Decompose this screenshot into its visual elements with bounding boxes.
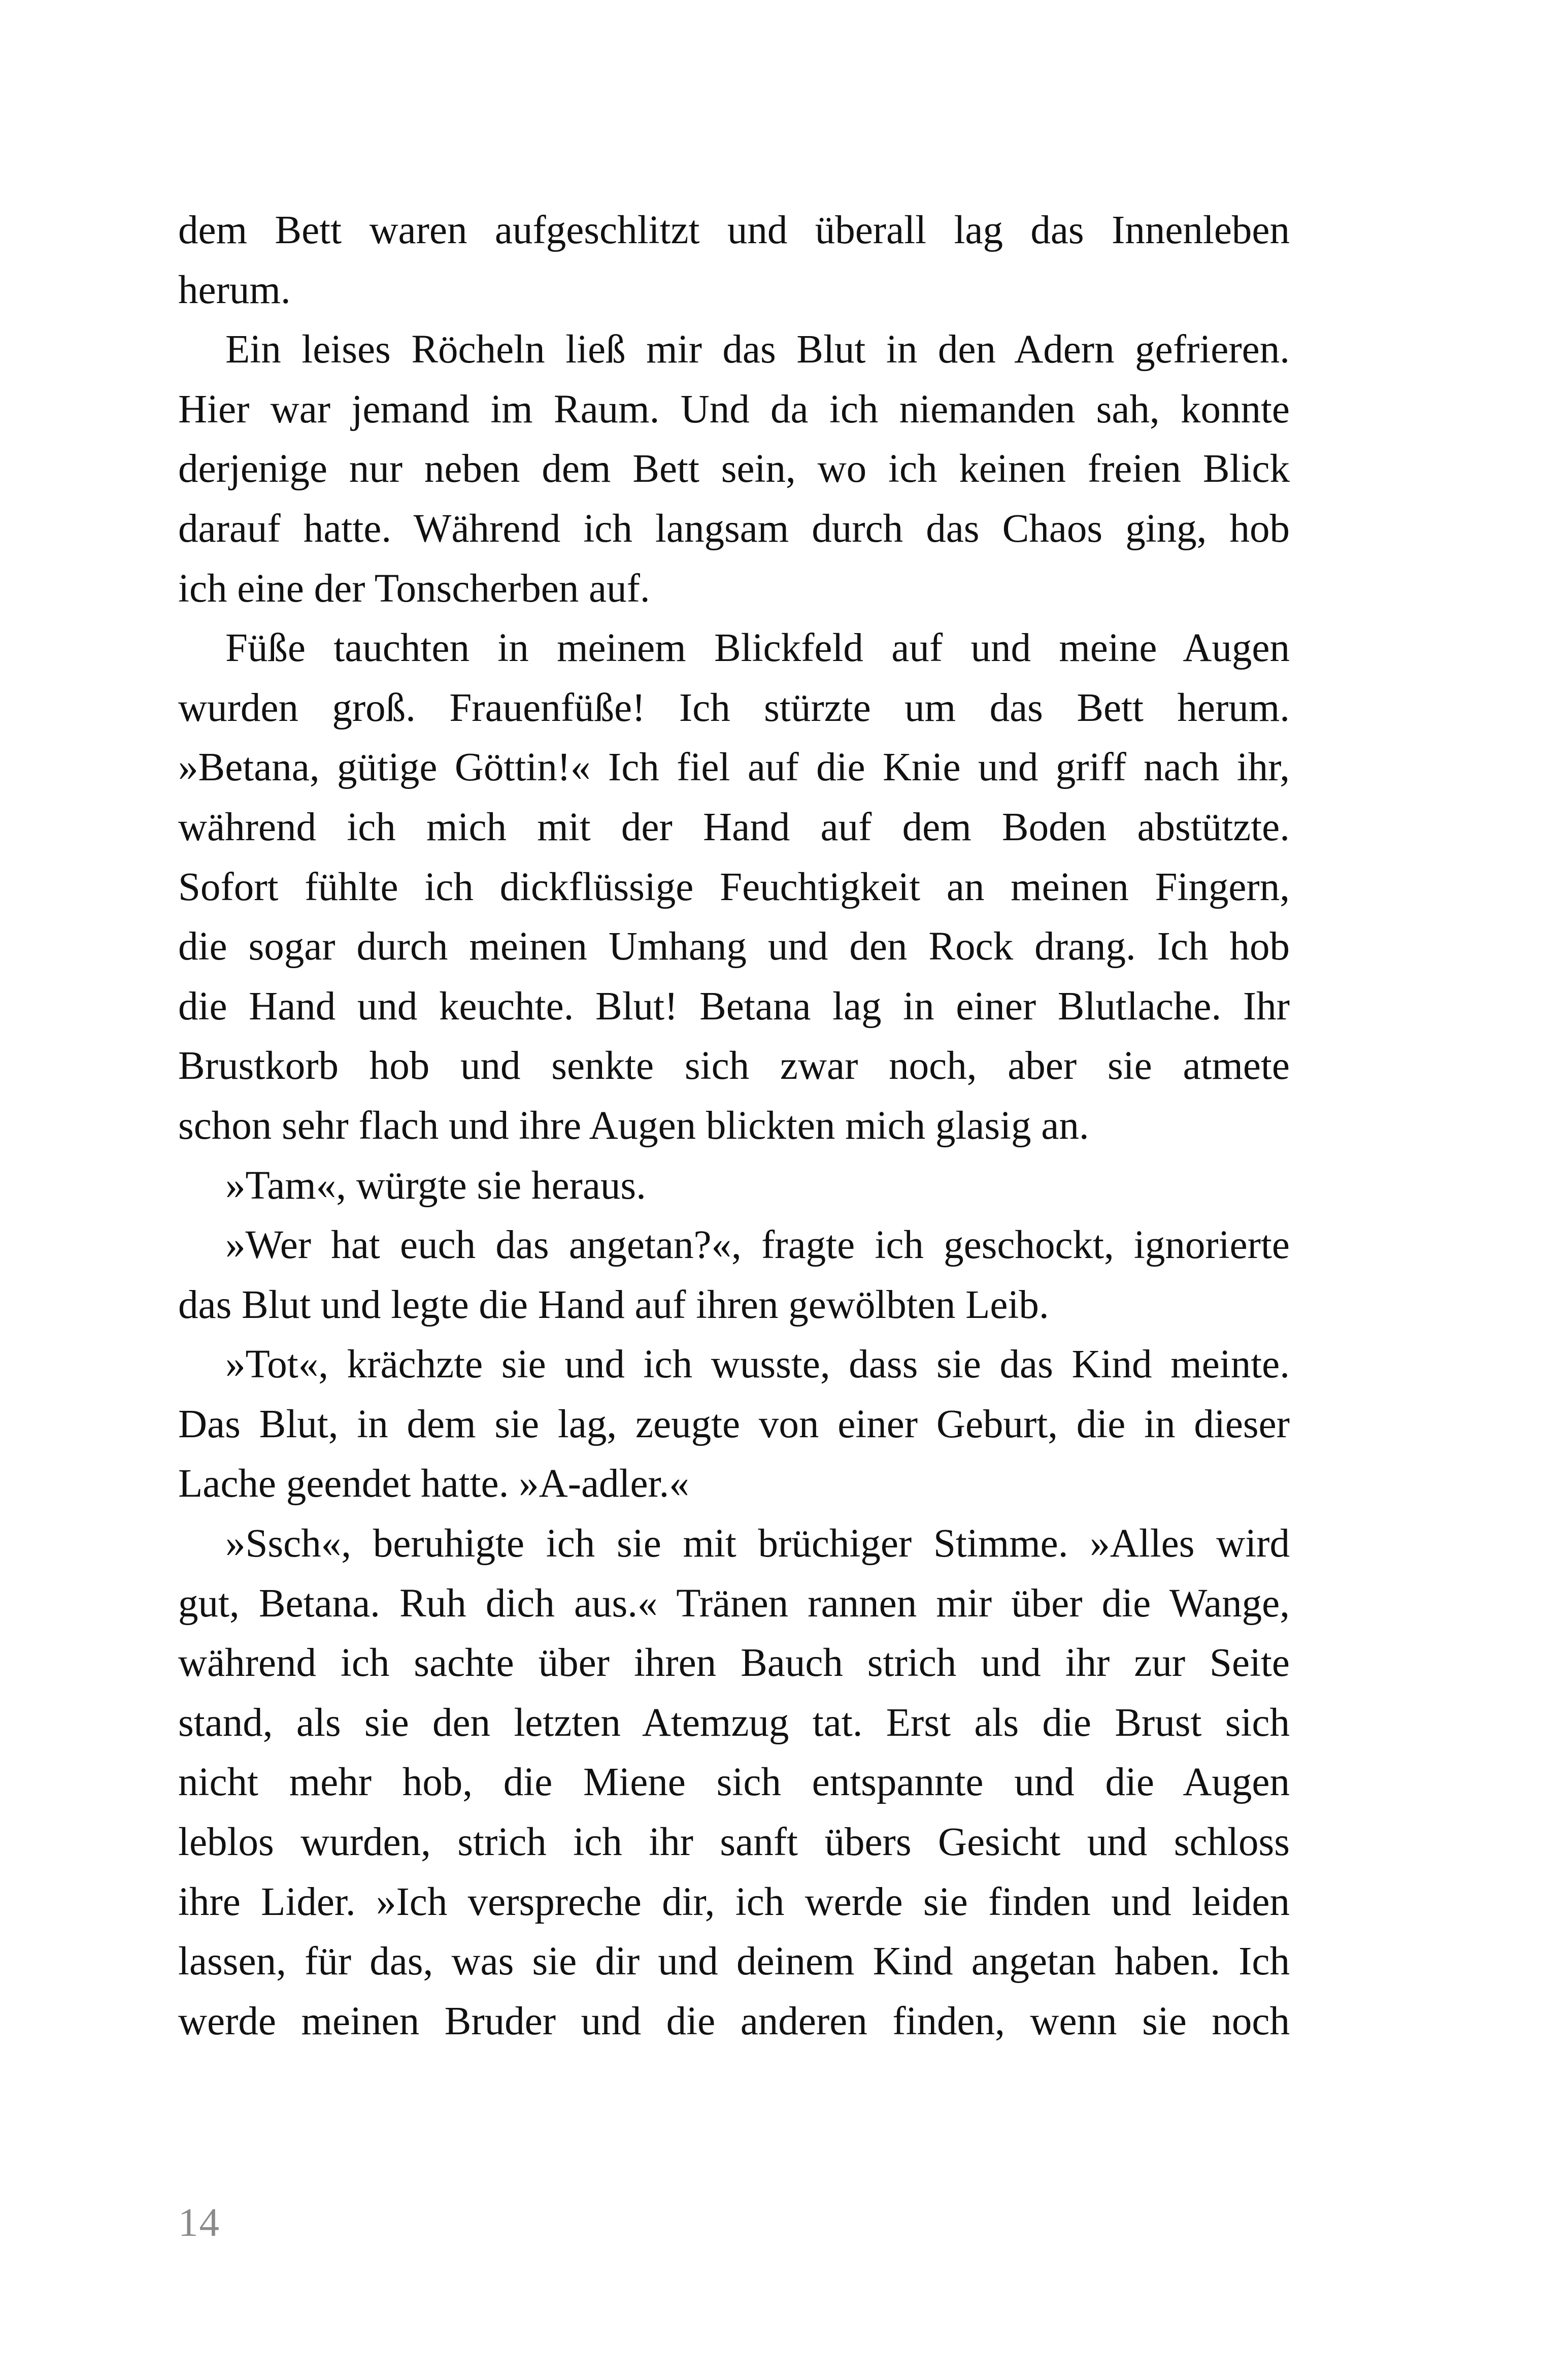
text-line: nicht mehr hob, die Miene sich entspannte und die Augen — [178, 1760, 1290, 1805]
text-line: »Ssch«, beruhigte ich sie mit brüchiger Stimme. »Alles wird — [225, 1522, 1290, 1566]
text-line: das Blut und legte die Hand auf ihren gewölbten Leib. — [178, 1282, 1049, 1327]
text-line: ich eine der Tonscherben auf. — [178, 566, 650, 611]
text-line: Sofort fühlte ich dickflüssige Feuchtigkeit an meinen Fingern, — [178, 865, 1290, 909]
text-line: während ich mich mit der Hand auf dem Boden abstützte. — [178, 805, 1290, 849]
text-line: dem Bett waren aufgeschlitzt und überall lag das Innenleben — [178, 208, 1290, 252]
text-line: darauf hatte. Während ich langsam durch das Chaos ging, hob — [178, 506, 1290, 551]
text-line: gut, Betana. Ruh dich aus.« Tränen rannen mir über die Wange, — [178, 1581, 1290, 1626]
text-line: Brustkorb hob und senkte sich zwar noch, aber sie atmete — [178, 1044, 1290, 1088]
text-line: »Wer hat euch das angetan?«, fragte ich geschockt, ignorierte — [225, 1223, 1290, 1268]
text-line: die Hand und keuchte. Blut! Betana lag in einer Blutlache. Ihr — [178, 984, 1290, 1029]
text-line: während ich sachte über ihren Bauch strich und ihr zur Seite — [178, 1641, 1290, 1685]
text-line: Füße tauchten in meinem Blickfeld auf und meine Augen — [225, 626, 1290, 671]
text-line: wurden groß. Frauenfüße! Ich stürzte um das Bett herum. — [178, 685, 1290, 730]
text-line: Das Blut, in dem sie lag, zeugte von einer Geburt, die in dieser — [178, 1402, 1290, 1446]
text-line: werde meinen Bruder und die anderen finden, wenn sie noch — [178, 1999, 1290, 2043]
text-line: »Tam«, würgte sie heraus. — [225, 1163, 646, 1208]
text-line: Ein leises Röcheln ließ mir das Blut in den Adern gefrieren. — [225, 327, 1290, 372]
text-line: Hier war jemand im Raum. Und da ich niemanden sah, konnte — [178, 387, 1290, 432]
text-line: Lache geendet hatte. »A-adler.« — [178, 1462, 689, 1506]
text-line: stand, als sie den letzten Atemzug tat. Erst als die Brust sich — [178, 1700, 1290, 1745]
text-line: leblos wurden, strich ich ihr sanft übers Gesicht und schloss — [178, 1820, 1290, 1865]
text-line: derjenige nur neben dem Bett sein, wo ich keinen freien Blick — [178, 447, 1290, 491]
text-line: »Betana, gütige Göttin!« Ich fiel auf die Knie und griff nach ihr, — [178, 745, 1290, 790]
text-line: lassen, für das, was sie dir und deinem Kind angetan haben. Ich — [178, 1939, 1290, 1984]
text-line: schon sehr flach und ihre Augen blickten mich glasig an. — [178, 1103, 1089, 1148]
text-line: ihre Lider. »Ich verspreche dir, ich werde sie finden und leiden — [178, 1879, 1290, 1924]
body-text — [178, 201, 1290, 2051]
text-line: »Tot«, krächzte sie und ich wusste, dass sie das Kind meinte. — [225, 1342, 1290, 1387]
page-number: 14 — [178, 2201, 220, 2245]
text-line: die sogar durch meinen Umhang und den Rock drang. Ich hob — [178, 924, 1290, 969]
text-line: herum. — [178, 268, 291, 312]
